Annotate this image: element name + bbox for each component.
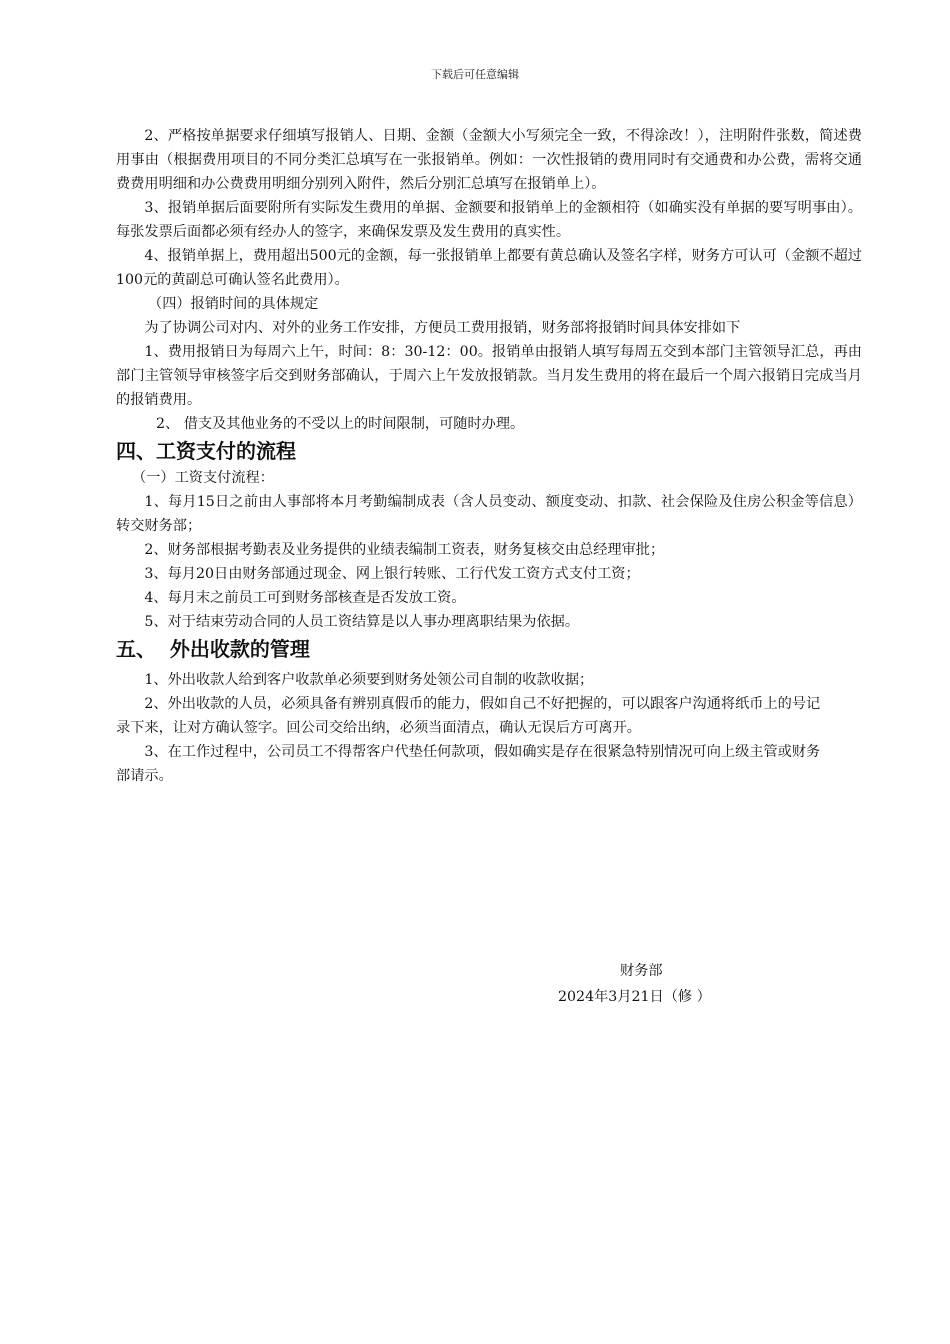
paragraph-reimbursement-2: 2、严格按单据要求仔细填写报销人、日期、金额（金额大小写须完全一致，不得涂改！），注明附件张数，简述费用事由（根据费用项目的不同分类汇总填写在一张报销单。例如：一次性报销的费用同时有交通费和办公费，需将交通费费用明细和办公费费用明细分别列入附件，然后分别汇总填写在报销单上）。 [116, 128, 862, 192]
list-item: 1、外出收款人给到客户收款单必须要到财务处领公司自制的收款收据； [144, 672, 594, 688]
paragraph-reimbursement-time-1: 1、费用报销日为每周六上午，时间：8：30-12：00。报销单由报销人填写每周五交到本部门主管领导汇总，再由部门主管领导审核签字后交到财务部确认，于周六上午发放报销款。当月发生费用的将在最后一个周六报销日完成当月的报销费用。 [116, 344, 862, 408]
paragraph-reimbursement-time-2: 2、 借支及其他业务的不受以上的时间限制，可随时办理。 [156, 416, 525, 432]
list-item: 1、每月15日之前由人事部将本月考勤编制成表（含人员变动、额度变动、扣款、社会保险及住房公积金等信息）转交财务部； [116, 494, 862, 534]
paragraph-reimbursement-3: 3、报销单据后面要附所有实际发生费用的单据、金额要和报销单上的金额相符（如确实没有单据的要写明事由）。每张发票后面都必须有经办人的签字，来确保发票及发生费用的真实性。 [116, 200, 862, 240]
paragraph-reimbursement-time-intro: 为了协调公司对内、对外的业务工作安排，方便员工费用报销，财务部将报销时间具体安排如下 [144, 320, 741, 336]
signature-department: 财务部 [620, 963, 663, 979]
subheading-salary-process: （一）工资支付流程： [132, 470, 274, 486]
list-item: 5、对于结束劳动合同的人员工资结算是以人事办理离职结果为依据。 [144, 614, 580, 630]
list-item: 3、在工作过程中，公司员工不得帮客户代垫任何款项，假如确实是存在很紧急特别情况可向上级主管或财务部请示。 [116, 744, 821, 784]
heading-collection-management: 五、 外出收款的管理 [116, 637, 310, 661]
signature-date: 2024年3月21日（修 ） [558, 989, 711, 1005]
subheading-reimbursement-time: （四）报销时间的具体规定 [148, 296, 319, 312]
list-item: 2、外出收款的人员，必须具备有辨别真假币的能力，假如自己不好把握的，可以跟客户沟通将纸币上的号记录下来，让对方确认签字。回公司交给出纳，必须当面清点，确认无误后方可离开。 [116, 696, 821, 736]
heading-salary-process: 四、工资支付的流程 [116, 439, 296, 463]
header-note: 下载后可任意编辑 [431, 68, 519, 81]
list-item: 2、财务部根据考勤表及业务提供的业绩表编制工资表，财务复核交由总经理审批； [144, 542, 665, 558]
list-item: 4、每月末之前员工可到财务部核查是否发放工资。 [144, 590, 466, 606]
list-item: 3、每月20日由财务部通过现金、网上银行转账、工行代发工资方式支付工资； [144, 566, 640, 582]
paragraph-reimbursement-4: 4、报销单据上，费用超出500元的金额，每一张报销单上都要有黄总确认及签名字样，财务方可认可（金额不超过100元的黄副总可确认签名此费用）。 [116, 248, 862, 288]
document-body [116, 124, 862, 788]
